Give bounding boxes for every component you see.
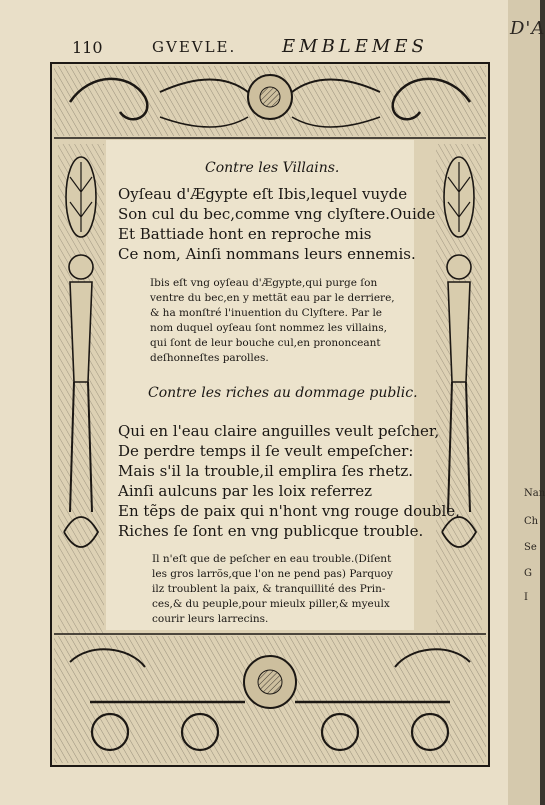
emblem1-verse-3: Et Battiade hont en reproche mis [118,225,372,243]
emblem2-commentary-4: ces,& du peuple,pour mieulx piller,& myeulx [152,598,390,610]
book-title: EMBLEMES [282,36,428,57]
side-fragment-2: Ch [524,516,539,527]
emblem1-commentary-5: qui ſont de leur bouche cul,en prononceant [150,337,381,349]
emblem2-commentary-1: Il n'eſt que de peſcher en eau trouble.(Diſent [152,553,392,565]
side-fragment-4: G [524,568,532,579]
emblem2-verse-4: Ainſi aulcuns par les loix referrez [118,482,373,500]
running-header [72,38,452,60]
emblem1-commentary-6: deſhonneſtes parolles. [150,352,269,364]
emblem1-verse-1: Oyſeau d'Ægypte eſt Ibis,lequel vuyde [118,185,408,203]
emblem1-commentary-3: & ha monſtré l'inuention du Clyſtere. Par le [150,307,383,319]
bottom-ornament [54,634,486,763]
side-fragment-3: Se [524,542,537,553]
emblem1-verse-2: Son cul du bec,comme vng clyſtere.Ouide [118,205,436,223]
emblem1-commentary-4: nom duquel oyſeau ſont nommez les villains, [150,322,387,334]
emblem2-verse-1: Qui en l'eau claire anguilles veult peſcher, [118,422,440,440]
emblem2-commentary-3: ilz troublent la paix, & tranquillité des Prin- [152,583,386,595]
emblem1-title: Contre les Villains. [205,160,340,176]
left-caryatid-column [58,144,104,634]
next-page-heading-fragment: D'A [510,18,545,39]
emblem2-verse-2: De perdre temps il ſe veult empeſcher: [118,442,414,460]
emblem2-commentary-5: courir leurs larrecins. [152,613,269,625]
emblem2-verse-6: Riches ſe ſont en vng publicque trouble. [118,522,424,540]
side-fragment-1: Nan [524,488,545,499]
right-caryatid-column [436,144,482,634]
page-number: 110 [72,38,103,57]
top-ornament [54,66,486,138]
emblem2-commentary-2: les gros larrõs,que l'on ne pend pas) Parquoy [152,568,393,580]
emblem1-commentary-1: Ibis eſt vng oyſeau d'Ægypte,qui purge ſon [150,277,378,289]
emblem2-title: Contre les riches au dommage public. [148,385,418,401]
emblem2-verse-3: Mais s'il la trouble,il emplira ſes rhetz. [118,462,414,480]
emblem1-commentary-2: ventre du bec,en y mettãt eau par le derriere, [150,292,395,304]
next-page-fragment [508,0,545,805]
side-fragment-5: I [524,592,528,603]
emblem2-verse-5: En tẽps de paix qui n'hont vng rouge double, [118,502,460,520]
emblem1-verse-4: Ce nom, Ainſi nommans leurs ennemis. [118,245,416,263]
section-title: GVEVLE. [152,38,237,56]
